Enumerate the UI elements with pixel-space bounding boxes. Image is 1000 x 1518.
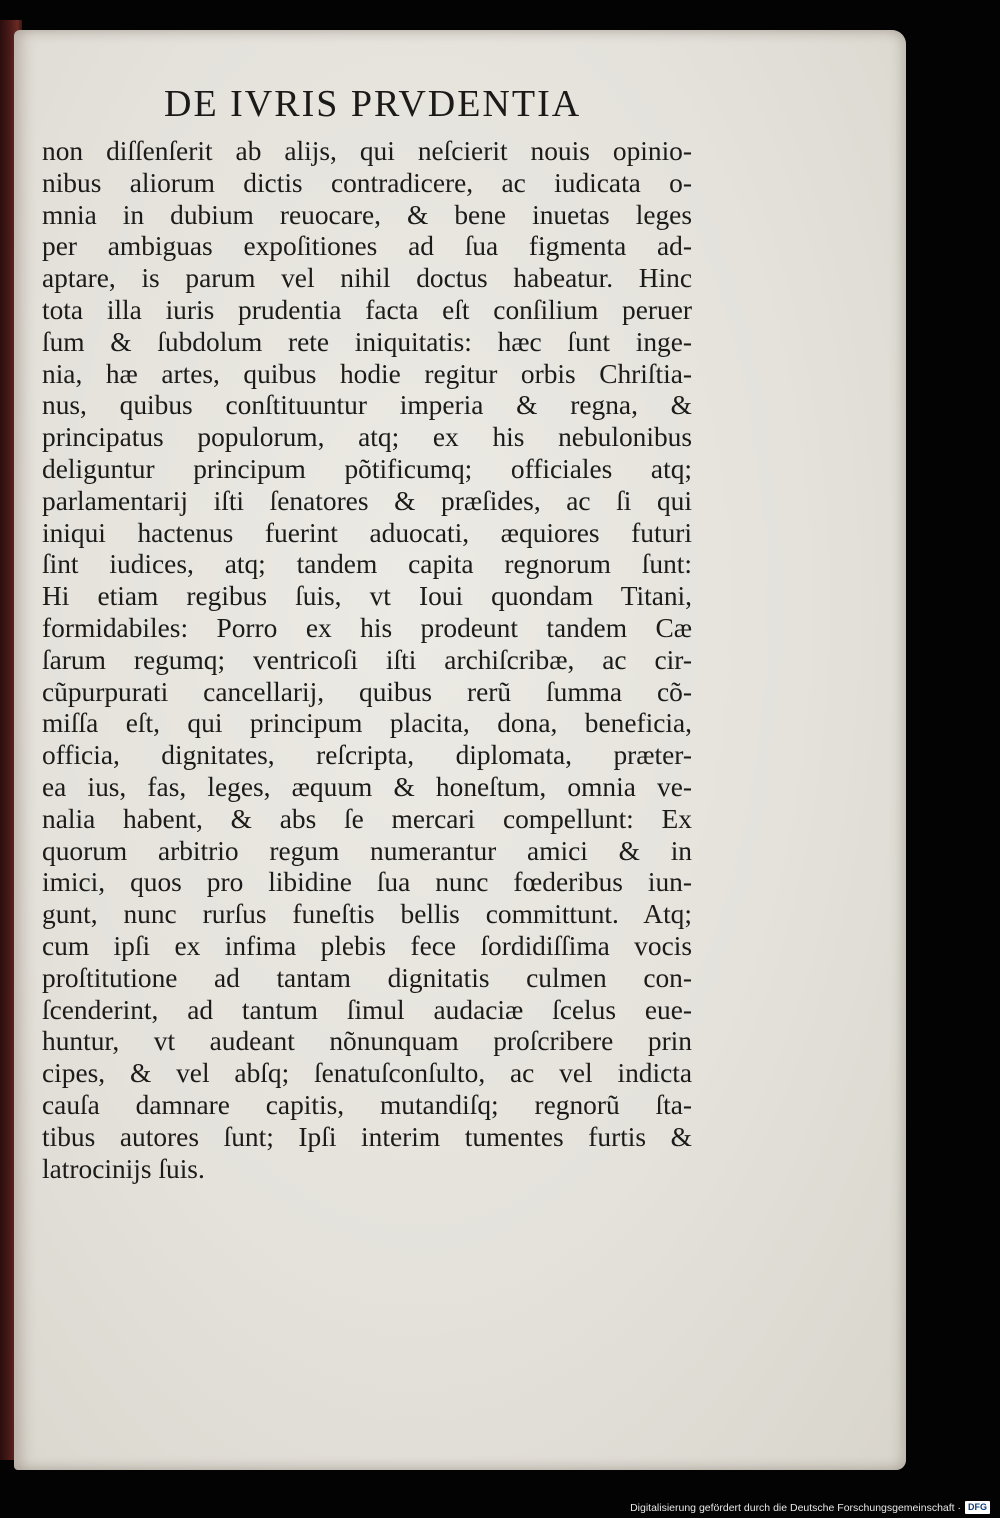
text-line: cũpurpurati cancellarij, quibus rerũ ſumma cõ-	[42, 676, 692, 707]
text-line: tota illa iuris prudentia facta eſt conſilium peruer	[42, 294, 692, 325]
text-line: officia, dignitates, reſcripta, diplomata, præter-	[42, 740, 692, 771]
text-line: ſcenderint, ad tantum ſimul audaciæ ſcelus eue-	[42, 994, 692, 1025]
text-line: nibus aliorum dictis contradicere, ac iudicata o-	[42, 167, 692, 198]
text-line: huntur, vt audeant nõnunquam proſcribere prin	[42, 1026, 692, 1057]
text-line: parlamentarij iſti ſenatores & præſides, ac ſi qui	[42, 485, 692, 516]
text-line: aptare, is parum vel nihil doctus habeatur. Hinc	[42, 263, 692, 294]
body-text	[42, 136, 692, 1185]
digitization-credit	[630, 1501, 990, 1514]
text-line: nalia habent, & abs ſe mercari compellunt: Ex	[42, 803, 692, 834]
text-line: cauſa damnare capitis, mutandiſq; regnorũ ſta-	[42, 1089, 692, 1120]
text-line: tibus autores ſunt; Ipſi interim tumentes furtis &	[42, 1121, 692, 1152]
text-line: nus, quibus conſtituuntur imperia & regna, &	[42, 390, 692, 421]
text-line: gunt, nunc rurſus funeſtis bellis committunt. Atq;	[42, 899, 692, 930]
text-line-last: latrocinijs ſuis.	[42, 1153, 205, 1184]
text-line: ſarum regumq; ventricoſi iſti archiſcribæ, ac cir-	[42, 644, 692, 675]
text-line: principatus populorum, atq; ex his nebulonibus	[42, 422, 692, 453]
text-line: imici, quos pro libidine ſua nunc fœderibus iun-	[42, 867, 692, 898]
text-line: formidabiles: Porro ex his prodeunt tandem Cæ	[42, 612, 692, 643]
book-page	[14, 30, 906, 1470]
running-header: DE IVRIS PRVDENTIA	[164, 83, 582, 125]
credit-text: Digitalisierung gefördert durch die Deutsche Forschungsgemeinschaft ·	[630, 1501, 961, 1514]
dfg-logo: DFG	[965, 1501, 990, 1514]
text-line: per ambiguas expoſitiones ad ſua figmenta ad-	[42, 231, 692, 262]
text-line: miſſa eſt, qui principum placita, dona, beneficia,	[42, 708, 692, 739]
text-line: deliguntur principum põtificumq; officiales atq;	[42, 453, 692, 484]
text-line: iniqui hactenus fuerint aduocati, æquiores futuri	[42, 517, 692, 548]
text-line: Hi etiam regibus ſuis, vt Ioui quondam Titani,	[42, 581, 692, 612]
text-line: nia, hæ artes, quibus hodie regitur orbis Chriſtia-	[42, 358, 692, 389]
text-line: ſint iudices, atq; tandem capita regnorum ſunt:	[42, 549, 692, 580]
text-line: quorum arbitrio regum numerantur amici & in	[42, 835, 692, 866]
text-line: proſtitutione ad tantam dignitatis culmen con-	[42, 962, 692, 993]
text-line: ea ius, fas, leges, æquum & honeſtum, omnia ve-	[42, 771, 692, 802]
text-line: ſum & ſubdolum rete iniquitatis: hæc ſunt inge-	[42, 326, 692, 357]
text-line: non diſſenſerit ab alijs, qui neſcierit nouis opinio-	[42, 136, 692, 166]
text-line: cum ipſi ex infima plebis fece ſordidiſſima vocis	[42, 930, 692, 961]
text-line: mnia in dubium reuocare, & bene inuetas leges	[42, 199, 692, 230]
text-line: cipes, & vel abſq; ſenatuſconſulto, ac vel indicta	[42, 1058, 692, 1089]
